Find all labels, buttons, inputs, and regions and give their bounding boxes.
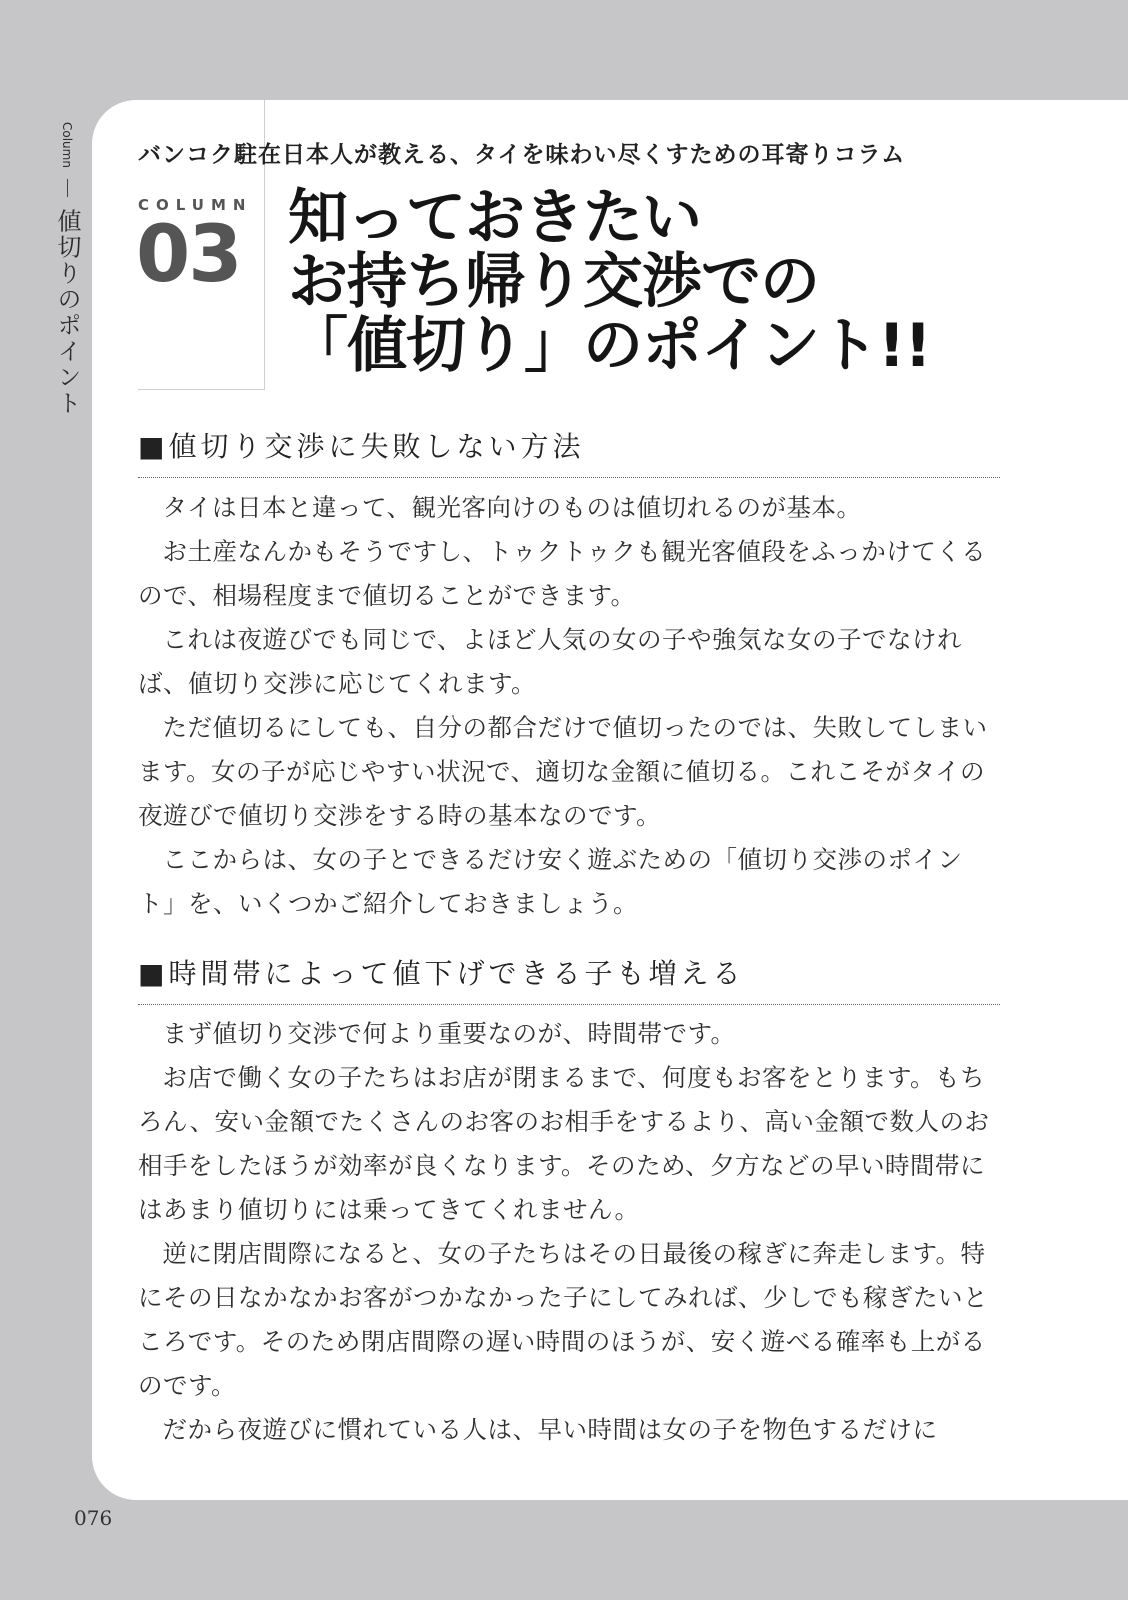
paragraph: まず値切り交渉で何より重要なのが、時間帯です。 (162, 1019, 736, 1048)
paragraph: ただ値切るにしても、自分の都合だけで値切ったのでは、失敗してしまいます。女の子が応じやすい状況で、適切な金額に値切る。これこそがタイの夜遊びで値切り交渉をする時の基本なのです。 (138, 713, 988, 830)
article-title (288, 183, 931, 381)
section-body (138, 486, 1000, 926)
column-number: 03 (136, 210, 241, 300)
running-head-jp: 値切りのポイント (53, 208, 81, 417)
column-series-subtitle: バンコク駐在日本人が教える、タイを味わい尽くすための耳寄りコラム (138, 142, 906, 168)
paragraph: ここからは、女の子とできるだけ安く遊ぶための「値切り交渉のポイント」を、いくつかご紹介しておきましょう。 (138, 845, 963, 918)
header-horizontal-divider (138, 389, 264, 390)
paragraph: お土産なんかもそうですし、トゥクトゥクも観光客値段をふっかけてくるので、相場程度まで値切ることができます。 (138, 537, 987, 610)
paragraph: 逆に閉店間際になると、女の子たちはその日最後の稼ぎに奔走します。特にその日なかなかお客がつかなかった子にしてみれば、少しでも稼ぎたいところです。そのため閉店間際の遅い時間のほうが、安く遊べる確率も上がるのです。 (138, 1239, 988, 1400)
running-head-en: Column (60, 122, 74, 168)
running-head-rule (67, 179, 68, 197)
article-title-line: お持ち帰り交渉での (288, 247, 819, 317)
article-title-line: 「値切り」のポイント!! (288, 311, 931, 381)
paragraph: タイは日本と違って、観光客向けのものは値切れるのが基本。 (162, 493, 862, 522)
paragraph: これは夜遊びでも同じで、よほど人気の女の子や強気な女の子でなければ、値切り交渉に応じてくれます。 (138, 625, 963, 698)
running-head (50, 122, 85, 416)
column-label: COLUMN (138, 196, 253, 214)
section-heading: ■値切り交渉に失敗しない方法 (138, 425, 1000, 478)
paragraph: お店で働く女の子たちはお店が閉まるまで、何度もお客をとります。もちろん、安い金額でたくさんのお客のお相手をするより、高い金額で数人のお相手をしたほうが効率が良くなります。そのため、夕方などの早い時間帯にはあまり値切りには乗ってきてくれません。 (138, 1063, 990, 1224)
page-number: 076 (74, 1506, 113, 1530)
paragraph: だから夜遊びに慣れている人は、早い時間は女の子を物色するだけに (162, 1415, 938, 1444)
article-title-line: 知っておきたい (288, 183, 701, 253)
section-body (138, 1012, 1000, 1452)
section-heading: ■時間帯によって値下げできる子も増える (138, 952, 1000, 1005)
